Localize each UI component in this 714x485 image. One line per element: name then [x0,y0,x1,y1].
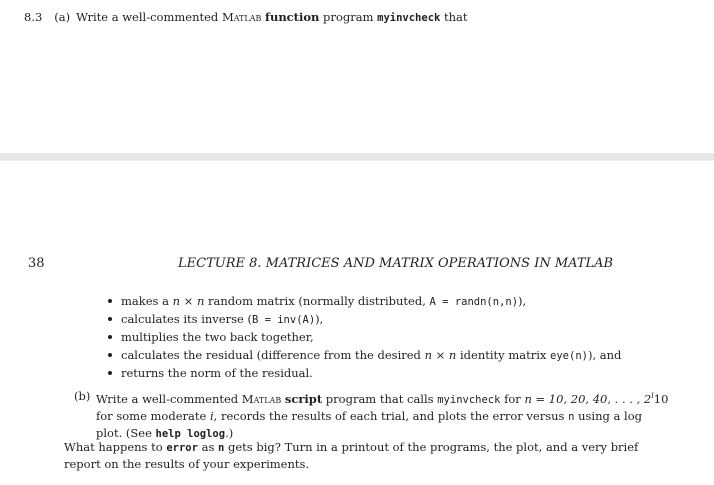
closing-question [64,439,684,472]
math-i: i [209,408,214,423]
list-item: returns the norm of the residual. [108,364,621,382]
code-help-loglog: help loglog [155,427,226,440]
math-n-by-n: n × n [424,348,457,362]
code-error: error [166,442,198,454]
bullet-icon [108,317,112,321]
code-n: n [568,410,575,423]
exercise-8-3-part-a: 8.3 (a) Write a well-commented Matlab function program myinvcheck that [24,10,468,24]
bullet-icon [108,299,112,303]
code-myinvcheck: myinvcheck [437,393,501,406]
function-name-code: myinvcheck [377,12,441,24]
page-number: 38 [28,256,45,271]
part-b-label: (b) [74,389,91,403]
bullet-icon [108,353,112,357]
question-line: report on the results of your experiments. [64,457,310,471]
math-exponent: i [651,391,654,400]
math-n-sequence: n = 10, 20, 40, . . . , 2 [524,391,652,406]
list-item: makes a n × n random matrix (normally distributed, A = randn(n,n)), [108,292,621,310]
code-n: n [218,442,225,454]
code-randn: A = randn(n,n) [429,296,519,308]
part-b-line: Write a well-commented Matlab script program that calls myinvcheck for n = 10, 20, 40, . . . , 2$^i$10 [96,391,669,406]
page-separator [0,153,714,160]
part-a-label: (a) [54,10,71,24]
part-b-line: for some moderate i, records the results of each trial, and plots the error versus n using a log [96,408,642,423]
section-number: 8.3 [24,10,43,24]
code-eye: eye(n) [550,350,588,362]
exercise-part-b [74,388,674,442]
math-n-by-n: n × n [172,294,205,308]
bullet-icon [108,335,112,339]
list-item: multiplies the two back together, [108,328,621,346]
matlab-word: Matlab [241,391,282,406]
bullet-list [108,292,621,382]
part-b-line: plot. (See help loglog.) [96,425,234,440]
part-a-text: Write a well-commented [76,10,222,24]
bullet-icon [108,371,112,375]
list-item: calculates the residual (difference from the desired n × n identity matrix eye(n)), and [108,346,621,364]
page-separator-shadow [0,160,714,161]
script-keyword: script [284,391,323,406]
cut-off-text-top [120,0,600,2]
code-inv: B = inv(A) [251,314,316,326]
matlab-word: Matlab [221,10,262,24]
function-keyword: function [265,10,320,24]
list-item: calculates its inverse (B = inv(A)), [108,310,621,328]
question-line: What happens to error as n gets big? Turn in a printout of the programs, the plot, and a very brief [64,440,639,454]
running-head: LECTURE 8. MATRICES AND MATRIX OPERATIONS IN MATLAB [178,256,614,271]
